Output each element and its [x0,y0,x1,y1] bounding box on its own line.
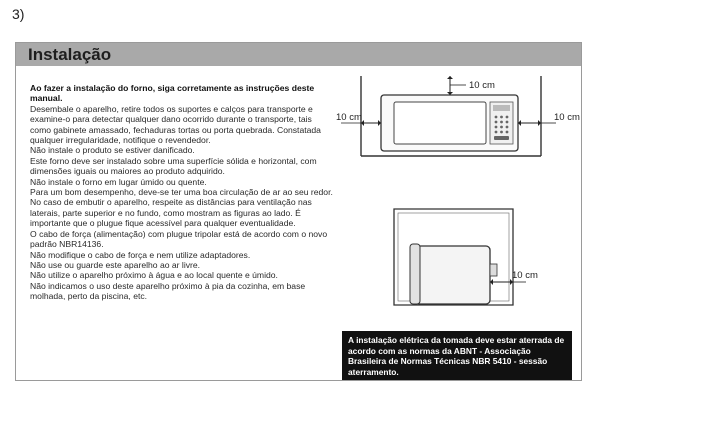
paragraph: Não utilize o aparelho próximo à água e ao local quente e úmido. [30,270,278,281]
title-bar [16,43,581,66]
installation-manual-page [15,42,582,381]
paragraph: Não instale o forno em lugar úmido ou quente. [30,176,207,187]
paragraph: Este forno deve ser instalado sobre uma superfície sólida e horizontal, com dimensões iguais ou maiores ao produto adquirido. [30,155,317,177]
paragraph: Não indicamos o uso deste aparelho próximo à pia da cozinha, em base molhada, perto da piscina, etc. [30,280,306,302]
section-title: Instalação [28,45,112,64]
paragraph: Não modifique o cabo de força e nem utilize adaptadores. [30,249,251,260]
paragraph: Para um bom desempenho, deve-se ter uma boa circulação de ar ao seu redor. [30,187,333,198]
intro-text: Ao fazer a instalação do forno, siga corretamente as instruções deste manual. [30,83,315,104]
display-icon [493,105,510,111]
back-clearance-label: 10 cm [512,270,538,281]
front-view [336,76,580,156]
microwave-door-edge [410,244,420,304]
paragraph: O cabo de força (alimentação) com plugue tripolar está de acordo com o novo padrão NBR14136. [30,228,328,250]
electrical-notice-box: A instalação elétrica da tomada deve estar aterrada de acordo com as normas da ABNT - Associação Brasileira de Normas Técnicas NBR 5410 - sessão aterramento. [342,331,572,381]
plug-icon [490,264,497,276]
microwave-side [416,246,490,304]
paragraph: Desembale o aparelho, retire todos os suportes e calços para transporte e examine-o para detectar qualquer dano ocorrido durante o transporte, tais como gabinete amassado, fechaduras tortas ou porta quebrada. Constatada qualquer irregularidade, notifique o revendedor. [30,103,321,146]
paragraph: Não use ou guarde este aparelho ao ar livre. [30,259,201,270]
question-number: 3) [12,6,25,22]
clearance-diagram [316,68,581,330]
microwave-window [394,102,486,144]
paragraph: No caso de embutir o aparelho, respeite as distâncias para ventilação nas laterais, parte superior e no fundo, como mostram as figuras ao lado. É importante que o plugue fique acessível para qualquer eventualidade. [30,197,312,229]
right-clearance-label: 10 cm [554,112,580,123]
instructions-text [30,83,335,302]
side-view [394,209,538,305]
paragraph: Não instale o produto se estiver danificado. [30,145,195,156]
top-clearance-label: 10 cm [469,80,495,91]
left-clearance-label: 10 cm [336,112,362,123]
